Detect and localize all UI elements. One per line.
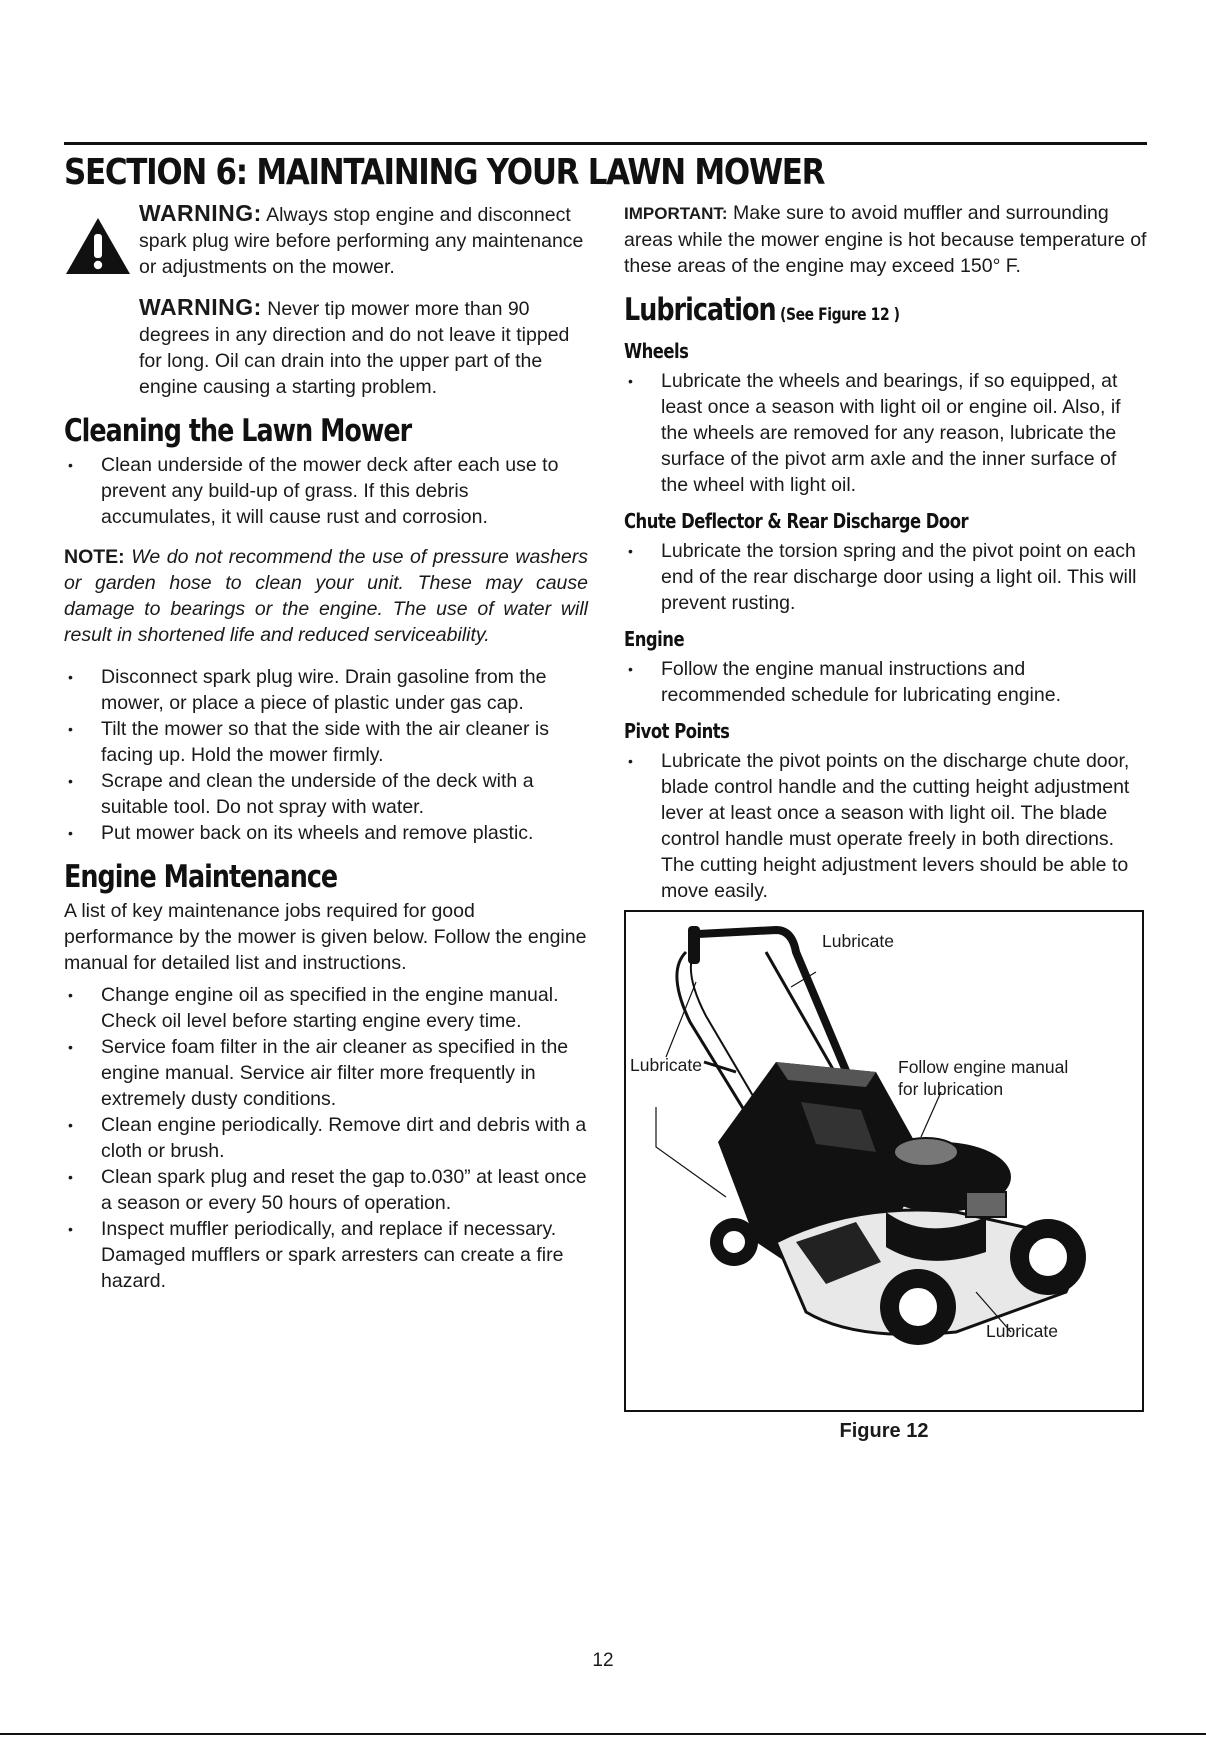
cleaning-steps bbox=[64, 664, 588, 846]
callout-lubricate-chute: Lubricate bbox=[630, 1055, 702, 1075]
engine-maintenance-intro: A list of key maintenance jobs required for good performance by the mower is given below. Follow the engine manual for detailed list and instructions. bbox=[64, 900, 587, 974]
right-column bbox=[624, 200, 1148, 1444]
important-note bbox=[624, 200, 1148, 279]
lawn-mower-illustration bbox=[626, 912, 1142, 1410]
chute-list bbox=[624, 538, 1148, 616]
engine-maintenance-list bbox=[64, 982, 588, 1294]
chute-heading: Chute Deflector & Rear Discharge Door bbox=[624, 509, 969, 533]
list-item: • Clean underside of the mower deck after each use to prevent any build-up of grass. If this debris accumulates, it will cause rust and corrosion. bbox=[64, 452, 588, 530]
note-text: We do not recommend the use of pressure washers or garden hose to clean your unit. These may cause damage to bearings or the engine. The use of water will result in shortened life and reduced serviceability. bbox=[64, 546, 588, 646]
cleaning-heading: Cleaning the Lawn Mower bbox=[64, 413, 412, 449]
lubrication-title: Lubrication bbox=[624, 292, 776, 328]
list-item: • Lubricate the pivot points on the discharge chute door, blade control handle and the cutting height adjustment lever at least once a season with light oil. The blade control handle must operate freely in both directions. The cutting height adjustment levers should be able to move easily. bbox=[624, 748, 1148, 904]
lubrication-heading bbox=[624, 292, 1054, 328]
note-label: NOTE: bbox=[64, 546, 125, 568]
engine-heading: Engine bbox=[624, 627, 685, 651]
warning-text: Never tip mower more than 90 degrees in any direction and do not leave it tipped for long. Oil can drain into the upper part of the engine causing a starting problem. bbox=[139, 298, 570, 398]
warning-block bbox=[64, 200, 588, 400]
pivot-list bbox=[624, 748, 1148, 904]
important-label: IMPORTANT: bbox=[624, 204, 728, 223]
callout-engine-manual: Follow engine manual for lubrication bbox=[898, 1057, 1069, 1099]
left-column bbox=[64, 200, 588, 1294]
warning-1 bbox=[139, 200, 588, 280]
cleaning-list bbox=[64, 452, 588, 530]
list-item: • Lubricate the wheels and bearings, if so equipped, at least once a season with light oil or engine oil. Also, if the wheels are removed for any reason, lubricate the surface of the pivot arm axle and the inner surface of the wheel with light oil. bbox=[624, 368, 1148, 498]
callout-lubricate-wheels: Lubricate bbox=[986, 1321, 1058, 1341]
figure-12 bbox=[624, 910, 1144, 1412]
warning-label: WARNING: bbox=[139, 200, 262, 226]
list-item: • Change engine oil as specified in the engine manual. Check oil level before starting engine every time. bbox=[64, 982, 588, 1034]
list-item: • Scrape and clean the underside of the deck with a suitable tool. Do not spray with water. bbox=[64, 768, 588, 820]
wheels-list bbox=[624, 368, 1148, 498]
engine-list bbox=[624, 656, 1148, 708]
list-item: • Tilt the mower so that the side with the air cleaner is facing up. Hold the mower firmly. bbox=[64, 716, 588, 768]
list-item: • Clean spark plug and reset the gap to.030” at least once a season or every 50 hours of operation. bbox=[64, 1164, 588, 1216]
page-number: 12 bbox=[592, 1650, 614, 1671]
lubrication-figure-ref: (See Figure 12 ) bbox=[775, 305, 900, 325]
figure-caption: Figure 12 bbox=[839, 1420, 929, 1442]
list-item: • Clean engine periodically. Remove dirt and debris with a cloth or brush. bbox=[64, 1112, 588, 1164]
engine-maintenance-heading: Engine Maintenance bbox=[64, 859, 338, 895]
pivot-heading: Pivot Points bbox=[624, 719, 730, 743]
section-title: SECTION 6: MAINTAINING YOUR LAWN MOWER bbox=[64, 152, 825, 193]
list-item: • Lubricate the torsion spring and the pivot point on each end of the rear discharge door using a light oil. This will prevent rusting. bbox=[624, 538, 1148, 616]
warning-triangle-icon bbox=[64, 216, 132, 276]
warning-text: Always stop engine and disconnect spark plug wire before performing any maintenance or adjustments on the mower. bbox=[139, 204, 584, 278]
note bbox=[64, 544, 588, 648]
list-item: • Service foam filter in the air cleaner as specified in the engine manual. Service air filter more frequently in extremely dusty conditions. bbox=[64, 1034, 588, 1112]
important-text: Make sure to avoid muffler and surrounding areas while the mower engine is hot because temperature of these areas of the engine may exceed 150° F. bbox=[624, 202, 1147, 277]
callout-lubricate-handle: Lubricate bbox=[822, 931, 894, 951]
warning-label: WARNING: bbox=[139, 294, 262, 320]
list-item: • Put mower back on its wheels and remove plastic. bbox=[64, 820, 588, 846]
wheels-heading: Wheels bbox=[624, 339, 689, 363]
warning-2 bbox=[139, 294, 588, 400]
list-item: • Inspect muffler periodically, and replace if necessary. Damaged mufflers or spark arresters can create a fire hazard. bbox=[64, 1216, 588, 1294]
list-item: • Follow the engine manual instructions and recommended schedule for lubricating engine. bbox=[624, 656, 1148, 708]
top-rule bbox=[64, 142, 1147, 145]
list-item: • Disconnect spark plug wire. Drain gasoline from the mower, or place a piece of plastic under gas cap. bbox=[64, 664, 588, 716]
bottom-rule bbox=[0, 1733, 1206, 1735]
